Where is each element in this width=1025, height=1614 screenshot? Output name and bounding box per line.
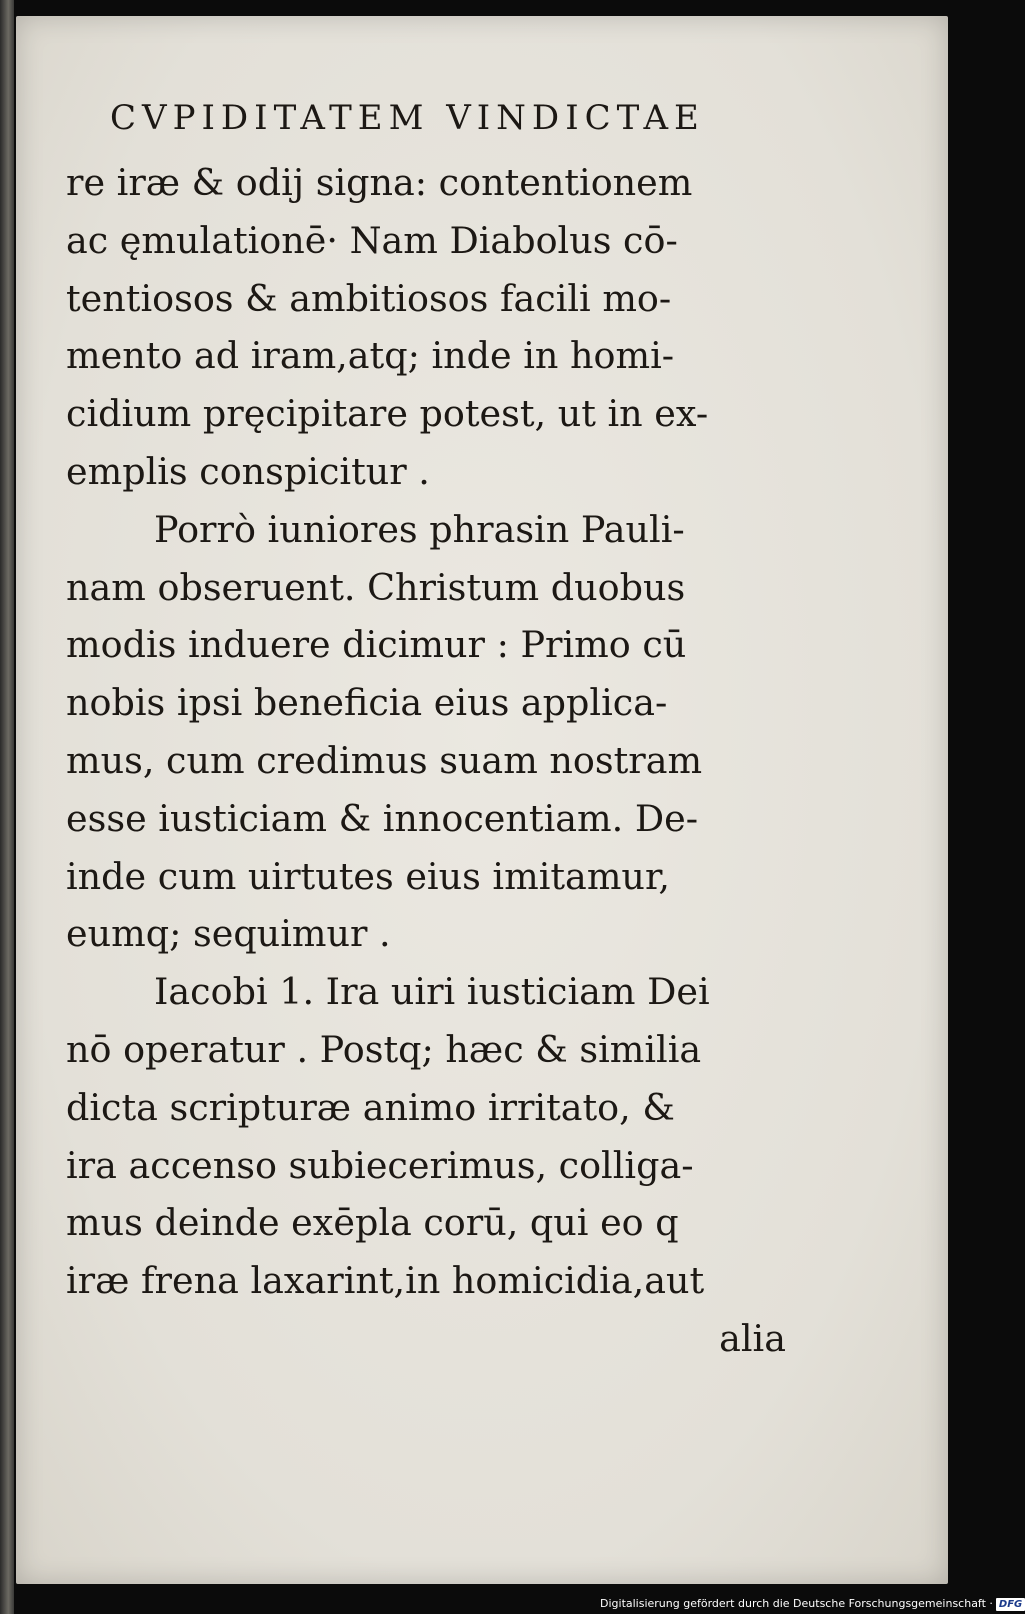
text-line-paragraph-start: Iacobi 1. Ira uiri iusticiam Dei bbox=[154, 970, 710, 1014]
text-line: ira accenso subiecerimus, colliga- bbox=[66, 1143, 694, 1187]
dfg-logo-icon: DFG bbox=[996, 1598, 1025, 1611]
text-line: eumq; sequimur . bbox=[66, 912, 391, 956]
text-line: ac ęmulationē· Nam Diabolus cō- bbox=[66, 218, 678, 262]
text-line: mus, cum credimus suam nostram bbox=[66, 738, 703, 782]
text-line: inde cum uirtutes eius imitamur, bbox=[66, 854, 670, 898]
text-line: iræ frena laxarint,in homicidia,aut bbox=[66, 1259, 705, 1303]
digitization-credit bbox=[600, 1593, 1023, 1614]
text-line: cidium pręcipitare potest, ut in ex- bbox=[66, 392, 709, 436]
running-header: CVPIDITATEM VINDICTAE bbox=[110, 98, 705, 138]
text-line: nam obseruent. Christum duobus bbox=[66, 565, 686, 609]
text-line: tentiosos & ambitiosos facili mo- bbox=[66, 276, 672, 320]
text-line: re iræ & odij signa: contentionem bbox=[66, 161, 693, 204]
text-line: nobis ipsi beneficia eius applica- bbox=[66, 681, 668, 725]
text-line: mus deinde exēpla corū, qui eo q bbox=[66, 1201, 679, 1245]
text-line: esse iusticiam & innocentiam. De- bbox=[66, 796, 699, 840]
text-line: mento ad iram,atq; inde in homi- bbox=[66, 334, 675, 378]
body-text bbox=[66, 154, 786, 1368]
book-spine-edge bbox=[0, 0, 14, 1614]
text-line: dicta scripturæ animo irritato, & bbox=[66, 1085, 675, 1129]
credit-text: Digitalisierung gefördert durch die Deutsche Forschungsgemeinschaft · bbox=[600, 1597, 993, 1610]
text-line: nō operatur . Postq; hæc & similia bbox=[66, 1027, 702, 1071]
book-page bbox=[16, 16, 948, 1584]
text-line: modis induere dicimur : Primo cū bbox=[66, 623, 687, 667]
text-line-paragraph-start: Porrò iuniores phrasin Pauli- bbox=[154, 507, 685, 551]
catchword: alia bbox=[719, 1316, 786, 1360]
text-line: emplis conspicitur . bbox=[66, 449, 430, 493]
